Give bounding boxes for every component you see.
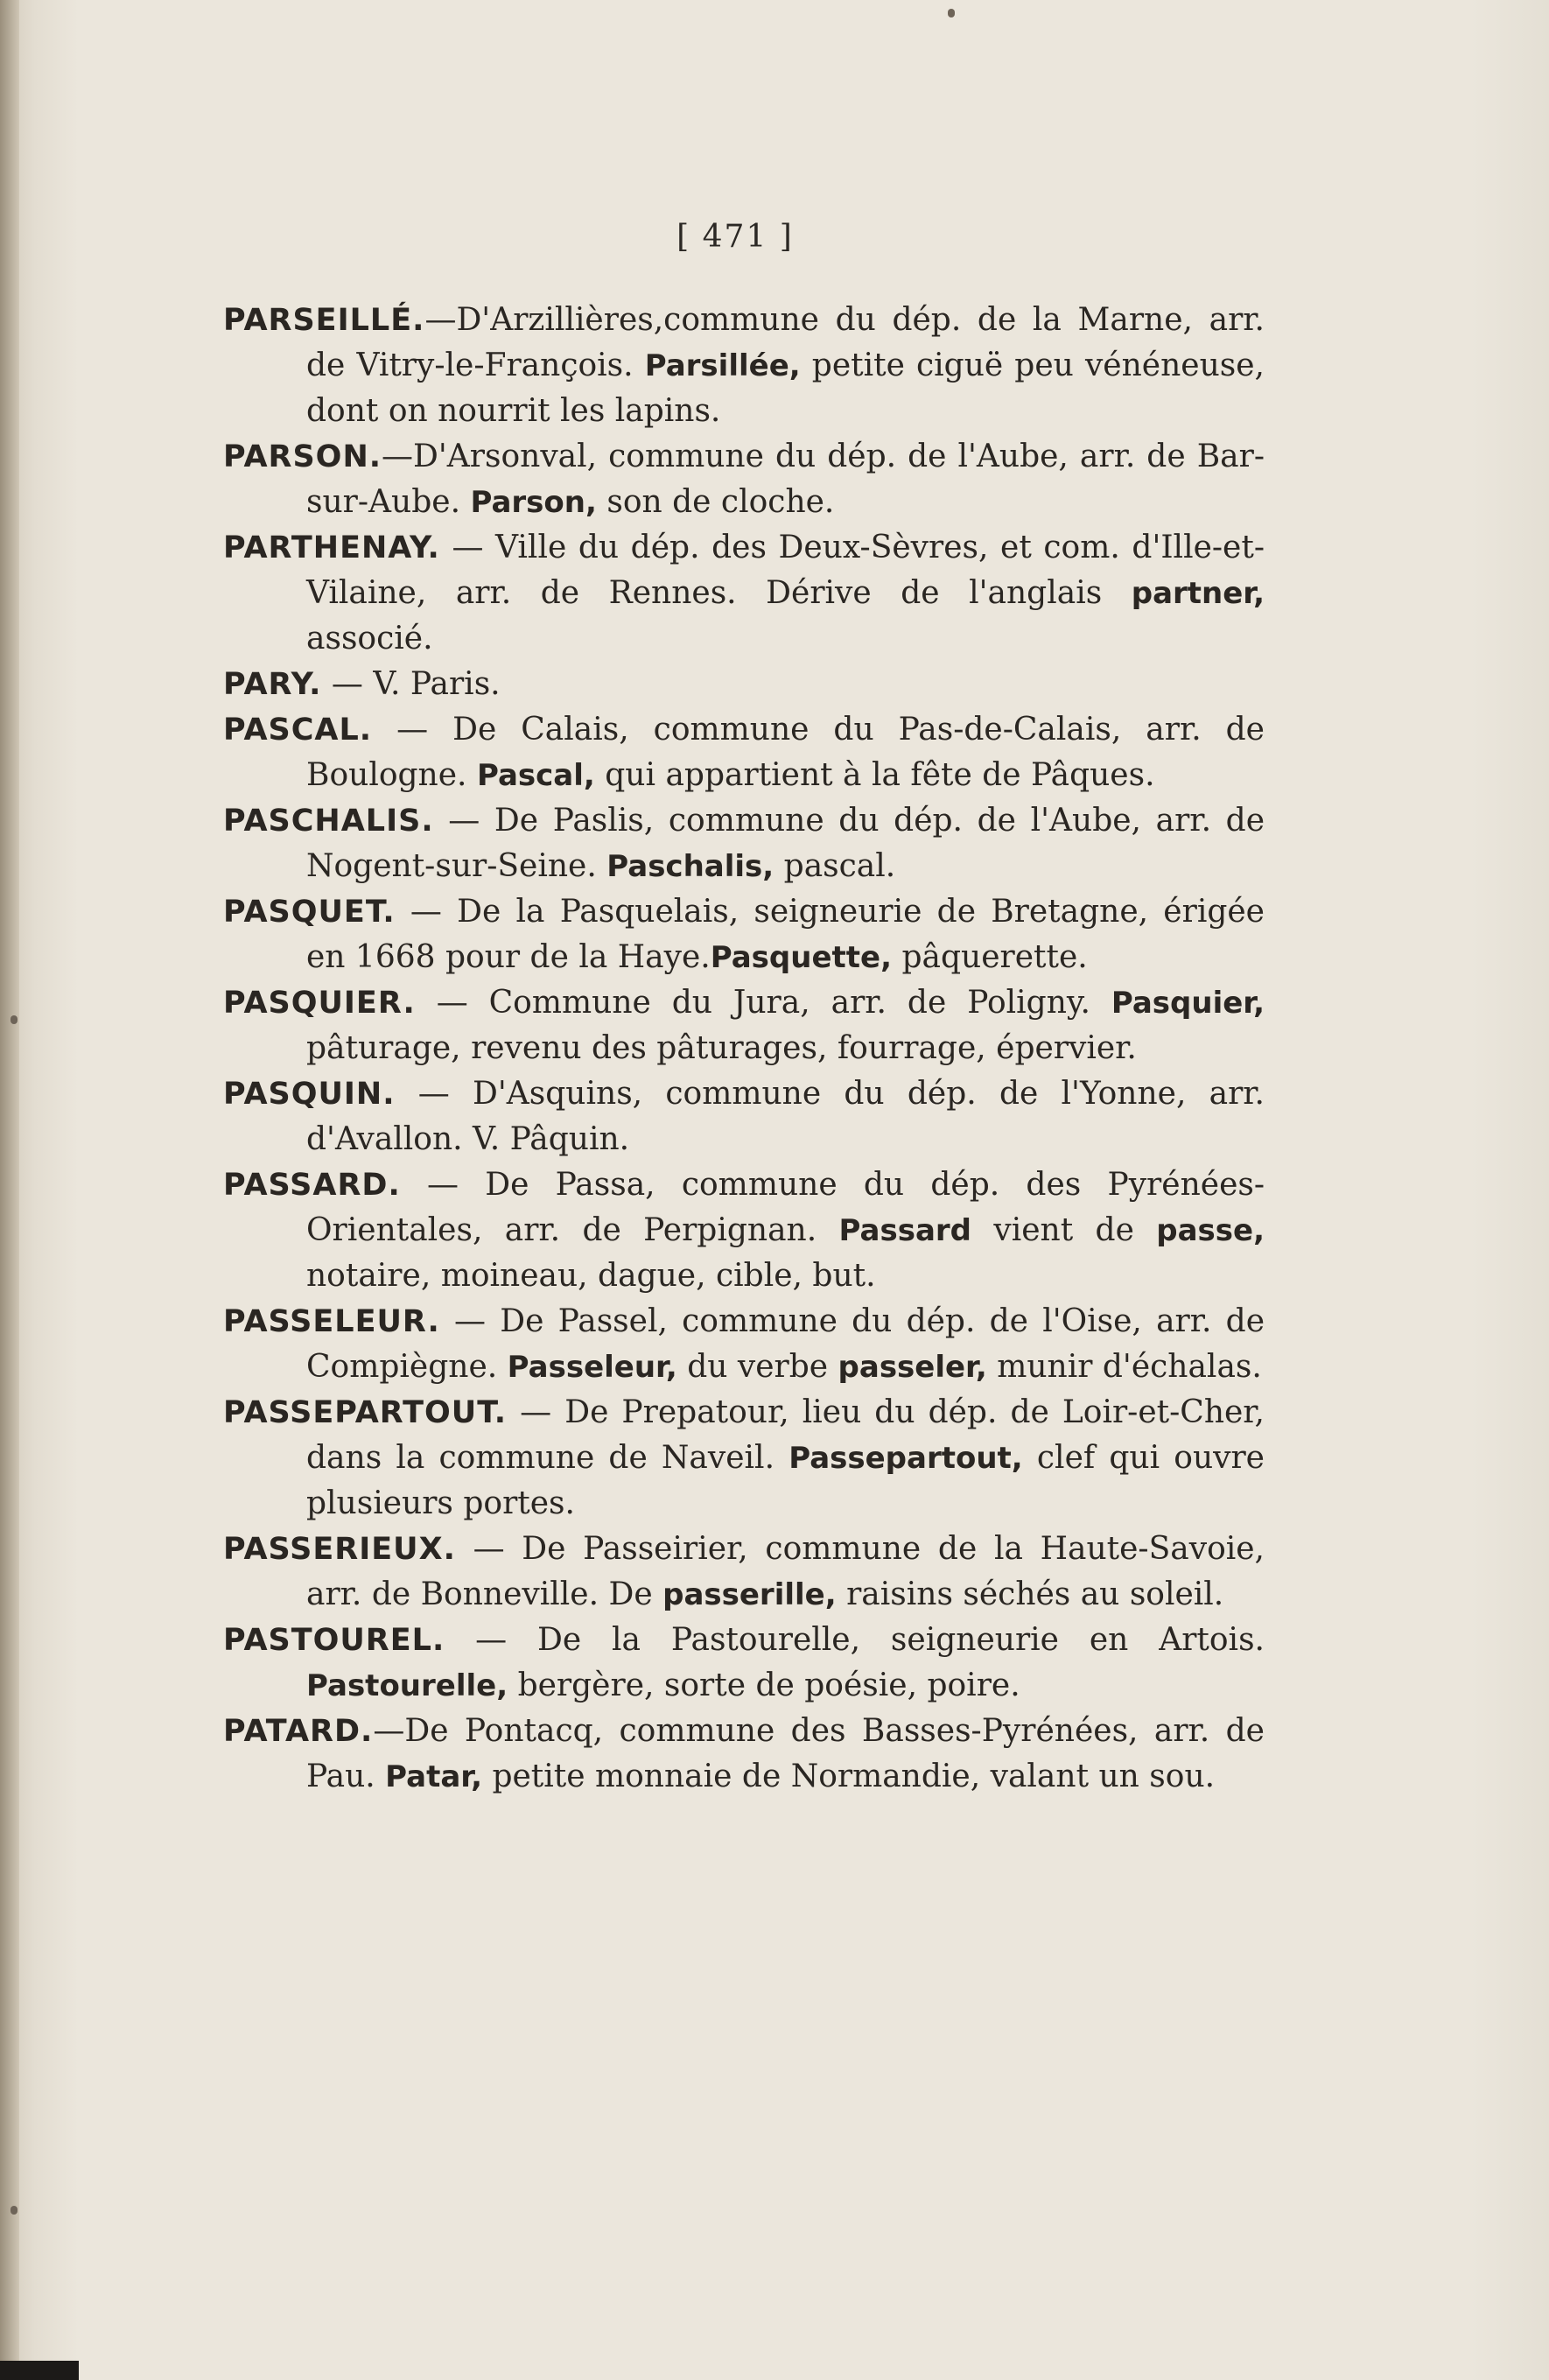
entry-keyword: Passard: [838, 1213, 972, 1248]
entry-text: petite monnaie de Normandie, valant un sou.: [492, 1759, 1216, 1794]
list-item: [223, 889, 1265, 980]
ink-speck: [11, 2206, 18, 2215]
entry-separator: —: [372, 712, 453, 748]
entry-text: pâquerette.: [901, 939, 1088, 975]
entry-headword: PARTHENAY.: [223, 530, 440, 565]
entry-separator: —: [424, 302, 457, 338]
entry-keyword: passeler,: [838, 1350, 987, 1385]
entry-text: De la Pastourelle, seigneurie en Artois.: [537, 1622, 1265, 1658]
entry-separator: —: [433, 803, 494, 839]
list-item: [223, 662, 1265, 707]
list-item: [223, 1162, 1265, 1299]
entry-separator: —: [382, 439, 414, 474]
entry-text: De la Pasquelais, seigneurie de Bretagne, érigée en 1668 pour de la Haye.: [306, 894, 1265, 975]
entry-separator: —: [439, 530, 496, 565]
entry-headword: PASQUIER.: [223, 986, 416, 1021]
entry-keyword: Pasquier,: [1111, 986, 1265, 1021]
entry-keyword: Pascal,: [476, 758, 595, 793]
entry-text: son de cloche.: [606, 484, 835, 520]
entry-headword: PASQUIN.: [223, 1077, 396, 1112]
entry-keyword: Passepartout,: [789, 1441, 1023, 1476]
entry-separator: —: [395, 894, 458, 930]
list-item: [223, 434, 1265, 525]
entry-text: clef qui ouvre plusieurs portes.: [306, 1440, 1265, 1521]
entry-headword: PASCHALIS.: [223, 804, 434, 839]
entry-headword: PASSEPARTOUT.: [223, 1395, 508, 1430]
entry-text: notaire, moineau, dague, cible, but.: [306, 1258, 876, 1294]
entry-text: petite ciguë peu vénéneuse, dont on nourrit les lapins.: [306, 348, 1265, 429]
entry-keyword: Patar,: [385, 1759, 482, 1794]
list-item: [223, 1709, 1265, 1800]
entry-separator: —: [415, 985, 489, 1021]
entry-text: pascal.: [783, 848, 896, 884]
entry-keyword: Paschalis,: [606, 849, 774, 884]
entry-text: De Prepatour, lieu du dép. de Loir-et-Cher, dans la commune de Naveil.: [306, 1394, 1265, 1476]
entry-text: De Calais, commune du Pas-de-Calais, arr. de Boulogne.: [306, 712, 1265, 793]
entry-separator: —: [507, 1394, 565, 1430]
entry-keyword: Pastourelle,: [306, 1668, 508, 1703]
entry-text: V. Paris.: [373, 666, 501, 702]
entry-text: D'Arzillières,commune du dép. de la Marne, arr. de Vitry-le-François.: [306, 302, 1265, 383]
entry-headword: PARY.: [223, 667, 322, 702]
entry-headword: PARSEILLÉ.: [223, 303, 425, 338]
entry-keyword: Parsillée,: [644, 348, 801, 383]
ink-speck: [11, 1015, 18, 1024]
entry-text: Ville du dép. des Deux-Sèvres, et com. d'Ille-et-Vilaine, arr. de Rennes. Dérive de l'anglais: [306, 530, 1265, 611]
list-item: [223, 1390, 1265, 1527]
list-item: [223, 707, 1265, 798]
entry-headword: PATARD.: [223, 1714, 374, 1749]
entry-separator: —: [439, 1303, 501, 1339]
entry-keyword: Pasquette,: [710, 940, 892, 975]
entry-separator: —: [321, 666, 374, 702]
page-gutter: [0, 0, 19, 2380]
entry-keyword: partner,: [1131, 576, 1265, 611]
entry-separator: —: [445, 1622, 537, 1658]
entry-text: munir d'échalas.: [997, 1349, 1262, 1385]
entry-text: pâturage, revenu des pâturages, fourrage, épervier.: [306, 1030, 1137, 1066]
entry-headword: PARSON.: [223, 439, 382, 474]
entry-text: bergère, sorte de poésie, poire.: [517, 1667, 1020, 1703]
list-item: [223, 1071, 1265, 1162]
page-number: [ 471 ]: [676, 219, 794, 255]
list-item: [223, 1299, 1265, 1390]
entry-separator: —: [400, 1167, 486, 1203]
entry-text: D'Asquins, commune du dép. de l'Yonne, arr. d'Avallon. V. Pâquin.: [306, 1076, 1265, 1157]
entry-text: associé.: [306, 621, 433, 656]
list-item: [223, 525, 1265, 662]
entry-text: D'Arsonval, commune du dép. de l'Aube, arr. de Bar-sur-Aube.: [306, 439, 1265, 520]
entry-keyword: passerille,: [662, 1577, 837, 1612]
page-corner-shadow: [0, 2361, 79, 2380]
entry-text: qui appartient à la fête de Pâques.: [605, 757, 1155, 793]
entry-text: Commune du Jura, arr. de Poligny.: [488, 985, 1090, 1021]
list-item: [223, 1527, 1265, 1618]
entry-text: du verbe: [687, 1349, 829, 1385]
entry-separator: —: [373, 1713, 405, 1749]
entry-headword: PASTOUREL.: [223, 1623, 445, 1658]
entry-text: vient de: [993, 1212, 1134, 1248]
entry-text: De Paslis, commune du dép. de l'Aube, arr. de Nogent-sur-Seine.: [306, 803, 1265, 884]
entry-headword: PASSERIEUX.: [223, 1532, 456, 1567]
entry-text: De Passeirier, commune de la Haute-Savoie, arr. de Bonneville. De: [306, 1531, 1265, 1612]
dictionary-entries: [223, 298, 1265, 1800]
entry-keyword: Parson,: [470, 485, 597, 520]
list-item: [223, 798, 1265, 889]
entry-text: De Passel, commune du dép. de l'Oise, arr. de Compiègne.: [306, 1303, 1265, 1385]
list-item: [223, 980, 1265, 1071]
entry-separator: —: [395, 1076, 473, 1112]
entry-separator: —: [455, 1531, 522, 1567]
entry-text: De Passa, commune du dép. des Pyrénées-Orientales, arr. de Perpignan.: [306, 1167, 1265, 1248]
entry-headword: PASSARD.: [223, 1168, 401, 1203]
entry-keyword: Passeleur,: [507, 1350, 677, 1385]
list-item: [223, 298, 1265, 434]
entry-keyword: passe,: [1156, 1213, 1265, 1248]
entry-headword: PASSELEUR.: [223, 1304, 440, 1339]
entry-headword: PASQUET.: [223, 895, 396, 930]
entry-text: De Pontacq, commune des Basses-Pyrénées, arr. de Pau.: [306, 1713, 1265, 1794]
list-item: [223, 1618, 1265, 1709]
entry-text: raisins séchés au soleil.: [846, 1576, 1224, 1612]
ink-speck: [948, 9, 955, 18]
entry-headword: PASCAL.: [223, 713, 373, 748]
